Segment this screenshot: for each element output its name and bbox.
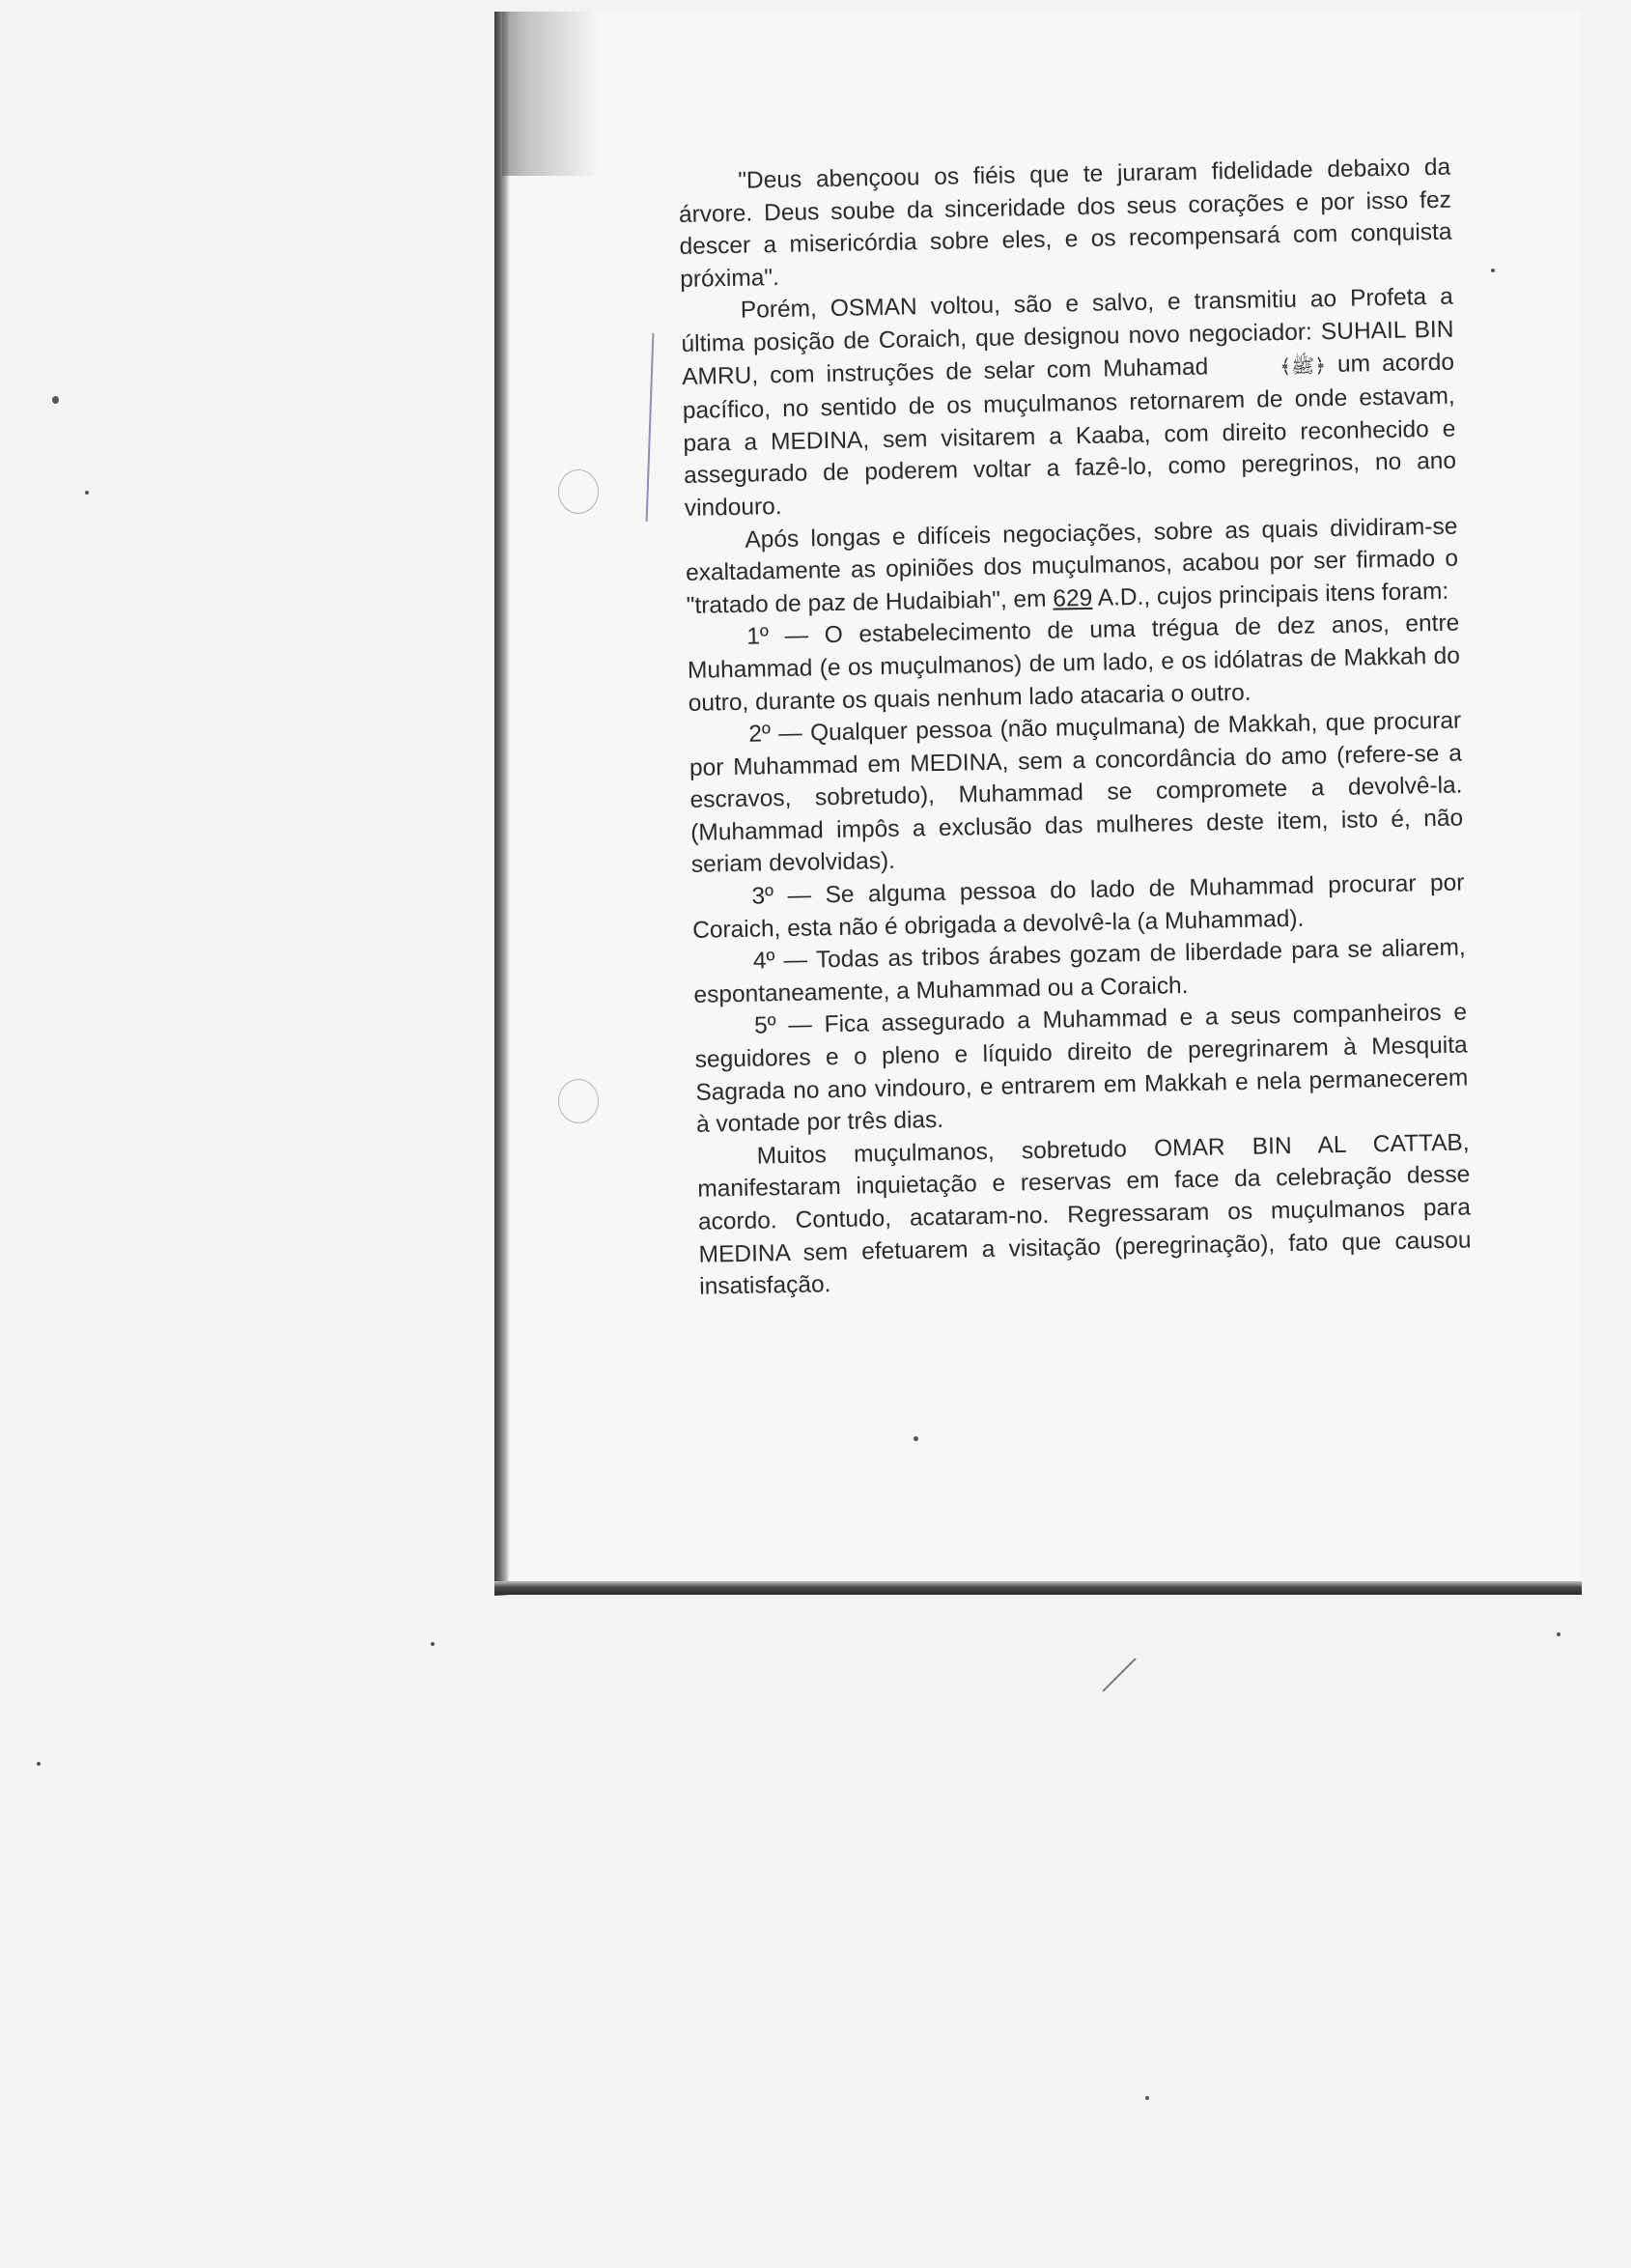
scan-speck: [1145, 2096, 1149, 2100]
page-bottom-shadow-edge: [494, 1581, 1582, 1595]
document-text: [678, 152, 1472, 1304]
treaty-item-2: 2º — Qualquer pessoa (não muçulmana) de Makkah, que procurar por Muhammad em MEDINA, sem a concordância do amo (refere-se a escravos, sobretudo), Muhammad se compromete a devolvê-la. (Muhammad impôs a exclusão das mulheres deste item, isto é, não seriam devolvidas).: [689, 707, 1464, 879]
punch-hole-bottom: [558, 1079, 599, 1123]
paragraph-treaty-start: Após longas e difíceis negociações, sobre as quais dividiram-se exaltadamente as opiniões dos muçulmanos, acabou por ser firmado o "tratado de paz de Hudaibiah", em: [685, 513, 1459, 619]
paragraph-osman: [681, 281, 1457, 524]
treaty-item-5: 5º — Fica assegurado a Muhammad e a seus companheiros e seguidores e o pleno e líquido direito de peregrinarem à Mesquita Sagrada no ano vindouro, e entrarem em Makkah e nela permanecerem à vontade por três dias.: [694, 999, 1469, 1139]
paragraph-treaty: [685, 510, 1459, 622]
scan-speck: [85, 491, 89, 495]
paragraph-treaty-end: A.D., cujos principais itens foram:: [1091, 578, 1449, 611]
treaty-item-4: 4º — Todas as tribos árabes gozam de liberdade para se aliarem, espontaneamente, a Muhammad ou a Coraich.: [693, 934, 1466, 1008]
treaty-item-3: 3º — Se alguma pessoa do lado de Muhammad procurar por Coraich, esta não é obrigada a devolvê-la (a Muhammad).: [691, 869, 1465, 944]
treaty-item-1: 1º — O estabelecimento de uma trégua de dez anos, entre Muhammad (e os muçulmanos) de um lado, e os idólatras de Makkah do outro, durante os quais nenhum lado atacaria o outro.: [687, 610, 1461, 717]
scan-speck: [52, 396, 59, 404]
scan-speck: [1491, 269, 1495, 272]
paragraph-closing: Muitos muçulmanos, sobretudo OMAR BIN AL CATTAB, manifestaram inquietação e reservas em face da celebração desse acordo. Contudo, acataram-no. Regressaram os muçulmanos para MEDINA sem efetuarem a visitação (peregrinação), fato que causou insatisfação.: [697, 1129, 1472, 1300]
treaty-year: 629: [1053, 584, 1093, 612]
punch-hole-top: [558, 469, 599, 514]
page-left-shadow-edge: [494, 12, 510, 1596]
scan-speck: [914, 1436, 918, 1441]
paragraph-quote: "Deus abençoou os fiéis que te juraram fidelidade debaixo da árvore. Deus soube da sinceridade dos seus corações e por isso fez descer a misericórdia sobre eles, e os recompensará com conquista próxima".: [678, 154, 1452, 293]
page-top-left-smudge: [502, 12, 599, 176]
scan-speck: [1557, 1632, 1561, 1636]
stray-pen-stroke: [1102, 1658, 1136, 1691]
scan-speck: [37, 1762, 41, 1766]
honorific-glyph-icon: ﴾ﷺ﴿: [1279, 354, 1327, 378]
paragraph-osman-end: um acordo pacífico, no sentido de os muçulmanos retornarem de onde estavam, para a MEDINA, sem visitarem a Kaaba, com direito reconhecido e assegurado de poderem voltar a fazê-lo, como peregrinos, no ano vindouro.: [682, 349, 1457, 522]
paragraph-osman-start: Porém, OSMAN voltou, são e salvo, e transmitiu ao Profeta a última posição de Coraich, que designou novo negociador: SUHAIL BIN AMRU, com instruções de selar com Muhamad: [681, 283, 1454, 390]
scan-speck: [431, 1642, 435, 1646]
